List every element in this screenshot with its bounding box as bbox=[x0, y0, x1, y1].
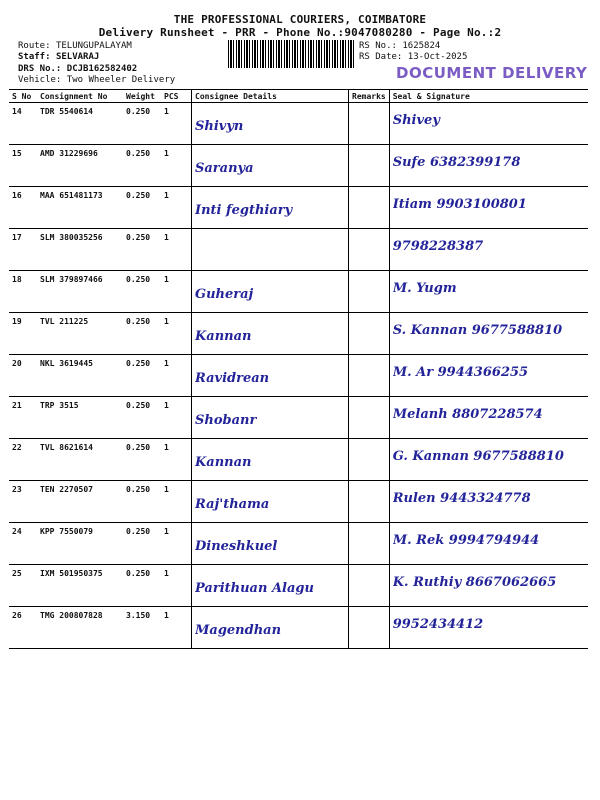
row-weight: 0.250 bbox=[126, 233, 151, 242]
row-signature-cell bbox=[389, 271, 588, 313]
row-consignment-no: SLM 380035256 bbox=[40, 233, 103, 242]
row-pcs-cell bbox=[161, 355, 192, 397]
row-weight: 0.250 bbox=[126, 443, 151, 452]
row-sno-cell bbox=[9, 481, 37, 523]
row-sno: 18 bbox=[12, 275, 22, 284]
row-signature: Shivey bbox=[392, 113, 440, 128]
col-remarks: Remarks bbox=[349, 90, 390, 103]
row-consignment-no-cell bbox=[37, 481, 123, 523]
row-pcs-cell bbox=[161, 229, 192, 271]
row-consignment-no: TRP 3515 bbox=[40, 401, 79, 410]
table-row bbox=[9, 439, 588, 481]
row-signature-cell bbox=[389, 439, 588, 481]
row-remarks-cell bbox=[349, 187, 390, 229]
row-weight: 0.250 bbox=[126, 149, 151, 158]
row-signature: M. Rek 9994794944 bbox=[392, 533, 540, 548]
row-signature-cell bbox=[389, 397, 588, 439]
row-weight: 0.250 bbox=[126, 485, 151, 494]
row-consignment-no: AMD 31229696 bbox=[40, 149, 98, 158]
row-remarks-cell bbox=[349, 313, 390, 355]
row-weight-cell bbox=[123, 355, 161, 397]
row-sno: 24 bbox=[12, 527, 22, 536]
row-remarks-cell bbox=[349, 481, 390, 523]
row-pcs: 1 bbox=[164, 527, 169, 536]
row-consignment-no: NKL 3619445 bbox=[40, 359, 93, 368]
row-consignee-cell bbox=[192, 187, 349, 229]
row-weight-cell bbox=[123, 229, 161, 271]
route-value: TELUNGUPALAYAM bbox=[55, 41, 132, 51]
table-row bbox=[9, 271, 588, 313]
row-sno: 17 bbox=[12, 233, 22, 242]
row-consignment-no: IXM 501950375 bbox=[40, 569, 103, 578]
row-pcs-cell bbox=[161, 145, 192, 187]
row-consignee: Kannan bbox=[195, 455, 252, 470]
row-weight: 0.250 bbox=[126, 191, 151, 200]
row-consignment-no: TMG 200807828 bbox=[40, 611, 103, 620]
row-pcs: 1 bbox=[164, 275, 169, 284]
row-remarks-cell bbox=[349, 355, 390, 397]
row-sno-cell bbox=[9, 565, 37, 607]
row-consignee: Kannan bbox=[195, 329, 252, 344]
row-consignee-cell bbox=[192, 145, 349, 187]
row-consignment-no: MAA 651481173 bbox=[40, 191, 103, 200]
table-row bbox=[9, 607, 588, 649]
row-consignment-no-cell bbox=[37, 355, 123, 397]
row-consignee: Dineshkuel bbox=[195, 539, 278, 554]
row-pcs: 1 bbox=[164, 611, 169, 620]
row-consignment-no-cell bbox=[37, 103, 123, 145]
row-consignment-no: KPP 7550079 bbox=[40, 527, 93, 536]
row-sno: 15 bbox=[12, 149, 22, 158]
table-row bbox=[9, 565, 588, 607]
row-remarks-cell bbox=[349, 103, 390, 145]
row-pcs-cell bbox=[161, 271, 192, 313]
row-weight-cell bbox=[123, 607, 161, 649]
table-header-row bbox=[9, 90, 588, 103]
drs-line bbox=[18, 64, 137, 75]
company-title: THE PROFESSIONAL COURIERS, COIMBATORE bbox=[173, 13, 427, 26]
vehicle-label: Vehicle: bbox=[18, 75, 62, 85]
vehicle-value: Two Wheeler Delivery bbox=[66, 75, 176, 85]
row-signature-cell bbox=[389, 103, 588, 145]
row-weight: 0.250 bbox=[126, 401, 151, 410]
row-signature: S. Kannan 9677588810 bbox=[392, 323, 563, 338]
row-remarks-cell bbox=[349, 397, 390, 439]
row-sno-cell bbox=[9, 439, 37, 481]
row-remarks-cell bbox=[349, 271, 390, 313]
row-signature-cell bbox=[389, 565, 588, 607]
row-pcs: 1 bbox=[164, 233, 169, 242]
row-weight-cell bbox=[123, 565, 161, 607]
row-pcs-cell bbox=[161, 439, 192, 481]
table-row bbox=[9, 145, 588, 187]
row-signature: K. Ruthiy 8667062665 bbox=[392, 575, 557, 590]
row-consignment-no-cell bbox=[37, 607, 123, 649]
row-consignee-cell bbox=[192, 565, 349, 607]
row-signature: M. Yugm bbox=[392, 281, 457, 296]
runsheet-table bbox=[9, 89, 588, 649]
row-consignee: Raj'thama bbox=[195, 497, 270, 512]
table-row bbox=[9, 103, 588, 145]
row-pcs: 1 bbox=[164, 149, 169, 158]
row-sno: 21 bbox=[12, 401, 22, 410]
row-signature: 9952434412 bbox=[392, 617, 484, 632]
rs-no-label: RS No.: bbox=[359, 41, 397, 51]
row-consignee: Ravidrean bbox=[195, 371, 270, 386]
row-weight: 0.250 bbox=[126, 107, 151, 116]
row-weight-cell bbox=[123, 397, 161, 439]
row-signature: Rulen 9443324778 bbox=[392, 491, 531, 506]
row-weight-cell bbox=[123, 481, 161, 523]
row-signature-cell bbox=[389, 523, 588, 565]
row-sno-cell bbox=[9, 607, 37, 649]
row-consignment-no-cell bbox=[37, 313, 123, 355]
row-consignment-no-cell bbox=[37, 523, 123, 565]
route-label: Route: bbox=[18, 41, 51, 51]
row-consignee-cell bbox=[192, 103, 349, 145]
col-consignment: Consignment No bbox=[37, 90, 123, 103]
row-weight: 0.250 bbox=[126, 317, 151, 326]
row-signature: 9798228387 bbox=[392, 239, 484, 254]
drs-label: DRS No.: bbox=[18, 64, 62, 74]
row-sno-cell bbox=[9, 397, 37, 439]
rs-date-value: 13-Oct-2025 bbox=[407, 52, 468, 62]
row-weight: 0.250 bbox=[126, 569, 151, 578]
table-row bbox=[9, 397, 588, 439]
row-pcs-cell bbox=[161, 103, 192, 145]
row-consignment-no-cell bbox=[37, 565, 123, 607]
row-sno-cell bbox=[9, 145, 37, 187]
row-signature: Sufe 6382399178 bbox=[392, 155, 521, 170]
row-pcs: 1 bbox=[164, 191, 169, 200]
row-signature-cell bbox=[389, 355, 588, 397]
row-consignee-cell bbox=[192, 271, 349, 313]
row-weight-cell bbox=[123, 187, 161, 229]
col-weight: Weight bbox=[123, 90, 161, 103]
row-weight: 0.250 bbox=[126, 527, 151, 536]
row-consignee: Shobanr bbox=[195, 413, 257, 428]
row-consignee-cell bbox=[192, 397, 349, 439]
row-signature: M. Ar 9944366255 bbox=[392, 365, 529, 380]
row-pcs-cell bbox=[161, 187, 192, 229]
row-pcs: 1 bbox=[164, 317, 169, 326]
row-consignment-no-cell bbox=[37, 145, 123, 187]
row-weight-cell bbox=[123, 145, 161, 187]
row-weight: 0.250 bbox=[126, 359, 151, 368]
row-remarks-cell bbox=[349, 229, 390, 271]
row-signature: G. Kannan 9677588810 bbox=[392, 449, 564, 464]
row-sno-cell bbox=[9, 355, 37, 397]
staff-value: SELVARAJ bbox=[55, 52, 100, 62]
row-pcs-cell bbox=[161, 397, 192, 439]
col-sno: S No bbox=[9, 90, 37, 103]
row-consignment-no-cell bbox=[37, 439, 123, 481]
row-signature-cell bbox=[389, 481, 588, 523]
rs-date-label: RS Date: bbox=[359, 52, 403, 62]
row-consignee: Magendhan bbox=[195, 623, 282, 638]
row-consignment-no: TDR 5540614 bbox=[40, 107, 93, 116]
col-seal: Seal & Signature bbox=[389, 90, 588, 103]
row-pcs: 1 bbox=[164, 569, 169, 578]
route-line bbox=[18, 41, 132, 52]
row-sno-cell bbox=[9, 313, 37, 355]
table-row bbox=[9, 229, 588, 271]
row-consignee: Guheraj bbox=[195, 287, 254, 302]
row-weight: 3.150 bbox=[126, 611, 151, 620]
row-pcs: 1 bbox=[164, 443, 169, 452]
row-pcs-cell bbox=[161, 565, 192, 607]
row-sno-cell bbox=[9, 271, 37, 313]
row-weight-cell bbox=[123, 313, 161, 355]
table-row bbox=[9, 313, 588, 355]
row-signature: Itiam 9903100801 bbox=[392, 197, 527, 212]
row-consignee-cell bbox=[192, 313, 349, 355]
row-remarks-cell bbox=[349, 439, 390, 481]
document-delivery-stamp: DOCUMENT DELIVERY bbox=[396, 64, 588, 82]
row-weight-cell bbox=[123, 439, 161, 481]
row-pcs: 1 bbox=[164, 107, 169, 116]
rs-no-line bbox=[359, 41, 440, 52]
row-sno-cell bbox=[9, 187, 37, 229]
row-weight-cell bbox=[123, 271, 161, 313]
table-row bbox=[9, 523, 588, 565]
staff-label: Staff: bbox=[18, 52, 51, 62]
row-sno-cell bbox=[9, 523, 37, 565]
row-pcs-cell bbox=[161, 523, 192, 565]
col-consignee: Consignee Details bbox=[192, 90, 349, 103]
row-consignee-cell bbox=[192, 229, 349, 271]
row-consignee-cell bbox=[192, 481, 349, 523]
row-consignee-cell bbox=[192, 607, 349, 649]
row-consignee-cell bbox=[192, 523, 349, 565]
vehicle-line bbox=[18, 75, 175, 86]
table-row bbox=[9, 481, 588, 523]
row-pcs: 1 bbox=[164, 359, 169, 368]
row-consignee: Saranya bbox=[195, 161, 254, 176]
row-consignment-no: TVL 8621614 bbox=[40, 443, 93, 452]
row-consignment-no-cell bbox=[37, 229, 123, 271]
row-remarks-cell bbox=[349, 565, 390, 607]
drs-value: DCJB162582402 bbox=[66, 64, 138, 74]
row-consignment-no: TVL 211225 bbox=[40, 317, 89, 326]
row-signature-cell bbox=[389, 145, 588, 187]
row-pcs: 1 bbox=[164, 401, 169, 410]
rs-no-value: 1625824 bbox=[402, 41, 441, 51]
rs-date-line bbox=[359, 52, 467, 63]
row-signature-cell bbox=[389, 607, 588, 649]
row-signature-cell bbox=[389, 229, 588, 271]
row-sno: 23 bbox=[12, 485, 22, 494]
row-sno-cell bbox=[9, 229, 37, 271]
row-pcs: 1 bbox=[164, 485, 169, 494]
row-pcs-cell bbox=[161, 481, 192, 523]
col-pcs: PCS bbox=[161, 90, 192, 103]
row-weight: 0.250 bbox=[126, 275, 151, 284]
row-remarks-cell bbox=[349, 145, 390, 187]
row-consignee: Parithuan Alagu bbox=[195, 581, 314, 596]
staff-line bbox=[18, 52, 99, 63]
table-row bbox=[9, 187, 588, 229]
row-sno: 19 bbox=[12, 317, 22, 326]
row-consignee: Shivyn bbox=[195, 119, 244, 134]
row-sno-cell bbox=[9, 103, 37, 145]
row-consignee: Inti fegthiary bbox=[195, 203, 293, 218]
row-remarks-cell bbox=[349, 607, 390, 649]
row-sno: 14 bbox=[12, 107, 22, 116]
row-consignment-no: SLM 379897466 bbox=[40, 275, 103, 284]
row-pcs-cell bbox=[161, 313, 192, 355]
row-sno: 22 bbox=[12, 443, 22, 452]
row-consignment-no-cell bbox=[37, 271, 123, 313]
row-consignee-cell bbox=[192, 355, 349, 397]
barcode bbox=[228, 40, 356, 68]
row-weight-cell bbox=[123, 103, 161, 145]
runsheet-subtitle: Delivery Runsheet - PRR - Phone No.:9047080280 - Page No.:2 bbox=[98, 26, 502, 39]
row-consignment-no-cell bbox=[37, 397, 123, 439]
row-consignment-no-cell bbox=[37, 187, 123, 229]
row-sno: 25 bbox=[12, 569, 22, 578]
row-pcs-cell bbox=[161, 607, 192, 649]
row-signature-cell bbox=[389, 187, 588, 229]
row-sno: 16 bbox=[12, 191, 22, 200]
row-consignee-cell bbox=[192, 439, 349, 481]
table-row bbox=[9, 355, 588, 397]
row-sno: 26 bbox=[12, 611, 22, 620]
row-sno: 20 bbox=[12, 359, 22, 368]
row-consignment-no: TEN 2270507 bbox=[40, 485, 93, 494]
row-remarks-cell bbox=[349, 523, 390, 565]
row-signature: Melanh 8807228574 bbox=[392, 407, 543, 422]
row-signature-cell bbox=[389, 313, 588, 355]
row-weight-cell bbox=[123, 523, 161, 565]
